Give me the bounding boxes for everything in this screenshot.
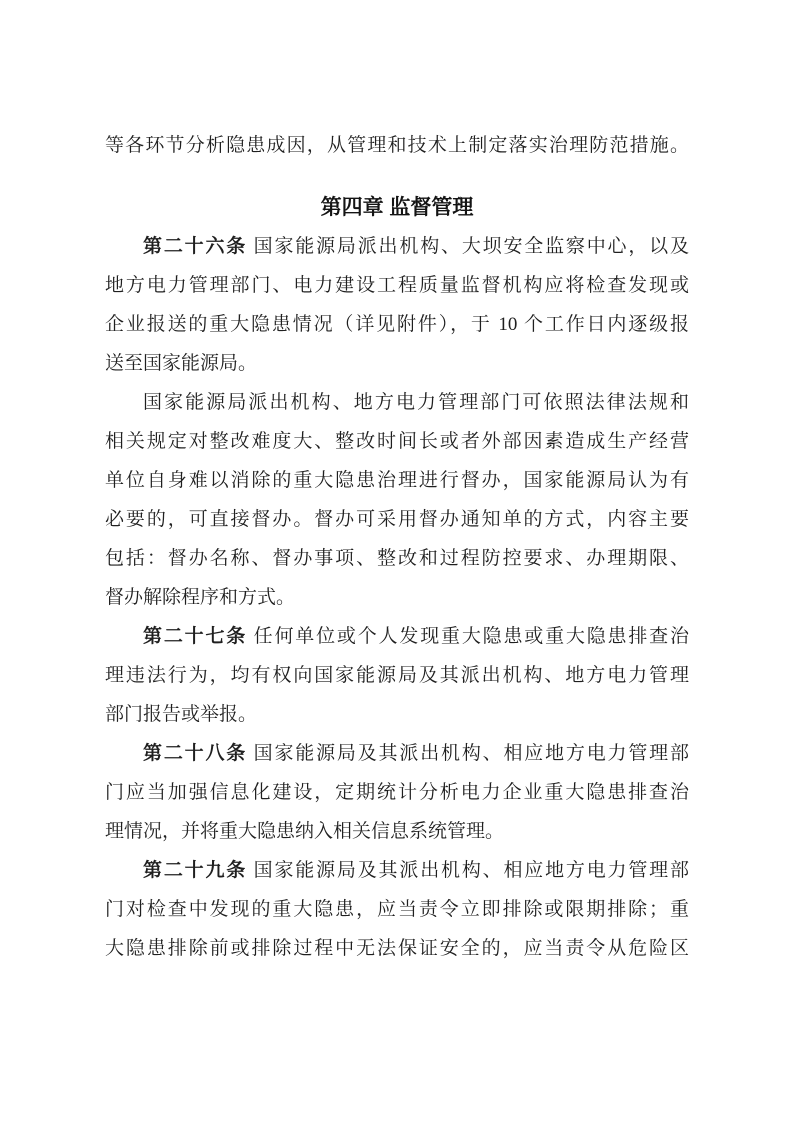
text-line — [105, 929, 689, 968]
text-segment: 包括：督办名称、督办事项、整改和过程防控要求、办理期限、 — [105, 548, 689, 569]
text-line — [105, 422, 689, 461]
text-line — [105, 851, 689, 890]
text-segment: 必要的，可直接督办。督办可采用督办通知单的方式，内容主要 — [105, 509, 689, 530]
text-segment: 国家能源局派出机构、地方电力管理部门可依照法律法规和 — [143, 392, 689, 413]
text-line — [105, 500, 689, 539]
text-segment: 国家能源局及其派出机构、相应地方电力管理部 — [247, 860, 689, 881]
text-line — [105, 539, 689, 578]
text-segment: 门应当加强信息化建设，定期统计分析电力企业重大隐患排查治 — [105, 782, 689, 803]
text-line — [105, 773, 689, 812]
chapter-heading: 第四章 监督管理 — [320, 196, 474, 219]
text-line — [105, 812, 689, 851]
article-number-label: 第二十七条 — [143, 626, 248, 647]
text-segment: 大隐患排除前或排除过程中无法保证安全的，应当责令从危险区 — [105, 938, 689, 959]
text-line — [105, 126, 689, 165]
page-text-content — [105, 126, 689, 968]
text-line — [105, 617, 689, 656]
article-26-paragraph-1 — [105, 227, 689, 383]
text-segment: 部门报告或举报。 — [105, 704, 258, 725]
text-line — [105, 695, 689, 734]
text-line — [105, 383, 689, 422]
text-segment: 单位自身难以消除的重大隐患治理进行督办，国家能源局认为有 — [105, 470, 689, 491]
text-segment: 相关规定对整改难度大、整改时间长或者外部因素造成生产经营 — [105, 431, 689, 452]
article-number-label: 第二十八条 — [143, 743, 248, 764]
text-line — [105, 734, 689, 773]
text-line — [105, 461, 689, 500]
article-27-paragraph — [105, 617, 689, 734]
text-segment: 理违法行为，均有权向国家能源局及其派出机构、地方电力管理 — [105, 665, 689, 686]
text-segment: 等各环节分析隐患成因，从管理和技术上制定落实治理防范措施。 — [105, 135, 689, 156]
text-line — [105, 305, 689, 344]
text-segment: 督办解除程序和方式。 — [105, 587, 296, 608]
text-segment: 国家能源局派出机构、大坝安全监察中心，以及 — [247, 236, 689, 257]
article-26-paragraph-2 — [105, 383, 689, 617]
text-segment: 任何单位或个人发现重大隐患或重大隐患排查治 — [247, 626, 689, 647]
text-line — [105, 266, 689, 305]
text-line — [105, 890, 689, 929]
text-segment: 理情况，并将重大隐患纳入相关信息系统管理。 — [105, 821, 505, 842]
article-number-label: 第二十六条 — [143, 236, 248, 257]
text-line — [105, 344, 689, 383]
text-segment: 企业报送的重大隐患情况（详见附件），于 10 个工作日内逐级报 — [105, 314, 689, 335]
text-line — [105, 656, 689, 695]
continuation-paragraph — [105, 126, 689, 165]
text-line — [105, 227, 689, 266]
text-segment: 地方电力管理部门、电力建设工程质量监督机构应将检查发现或 — [105, 275, 689, 296]
text-line — [105, 578, 689, 617]
text-segment: 国家能源局及其派出机构、相应地方电力管理部 — [247, 743, 689, 764]
text-segment: 送至国家能源局。 — [105, 353, 258, 374]
article-28-paragraph — [105, 734, 689, 851]
text-segment: 门对检查中发现的重大隐患，应当责令立即排除或限期排除；重 — [105, 899, 689, 920]
article-29-paragraph — [105, 851, 689, 968]
article-number-label: 第二十九条 — [143, 860, 248, 881]
